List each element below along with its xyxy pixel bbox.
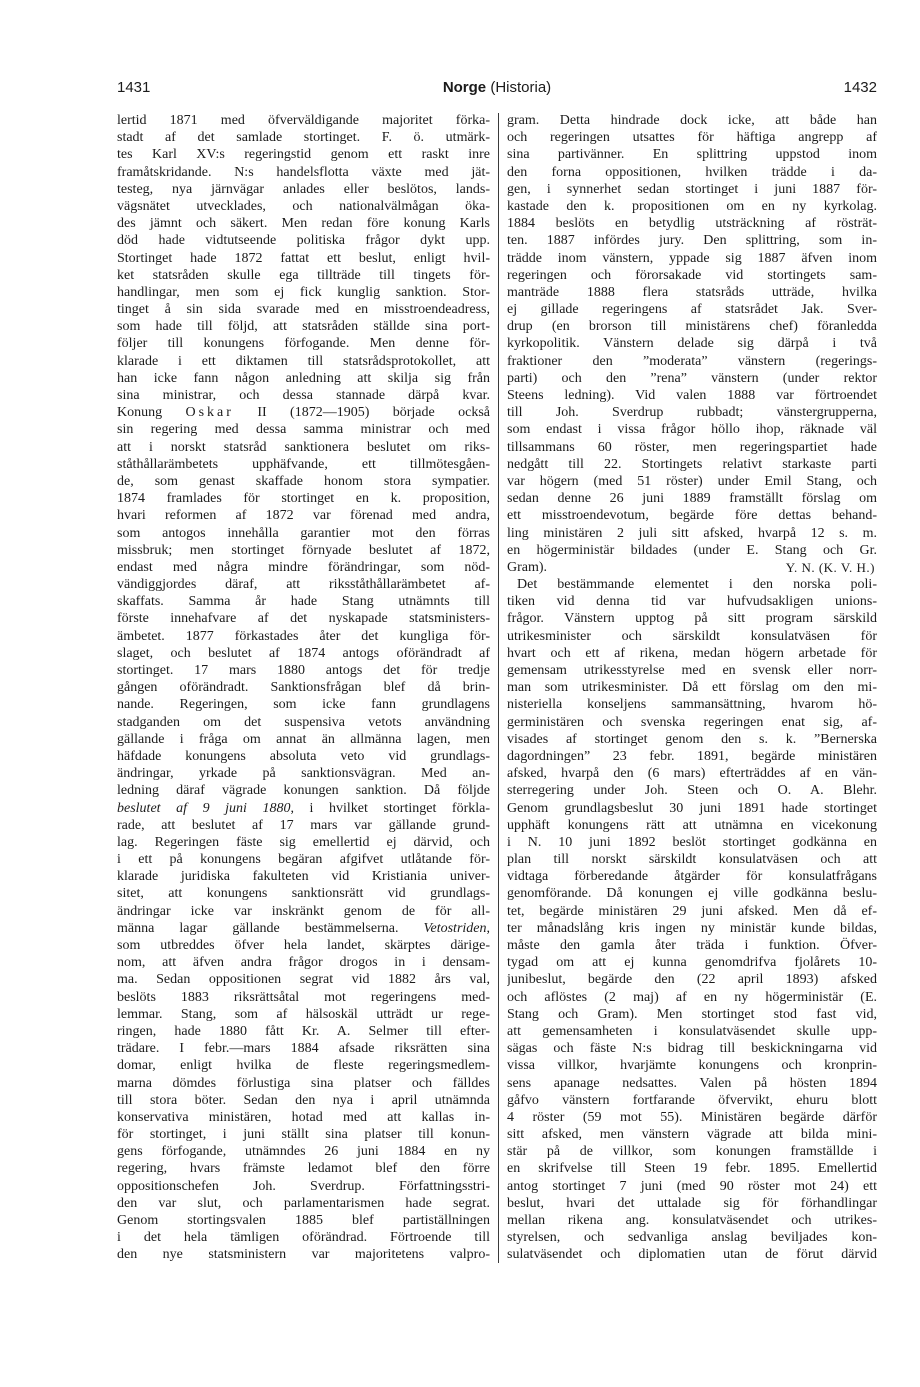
text-line: afsked, hvarpå den (6 mars) efterträddes af en vän- <box>507 766 877 782</box>
text-line: gram. Detta hindrade dock icke, att både han <box>507 113 877 128</box>
text-run: Gram). <box>507 559 548 575</box>
text-line: Genom grundlagsbeslut 30 juni 1891 hade stortinget <box>507 800 877 816</box>
page-title-section: (Historia) <box>490 79 552 96</box>
text-line: beslut, hvari det uttalade sig för förhandlingar <box>507 1195 877 1211</box>
text-line: ändringar, yrkade på sanktionsvägran. Med an- <box>117 766 490 782</box>
page-title-main: Norge <box>442 79 487 96</box>
text-line: styrelsen, och sedvanliga anslag beviljades kon- <box>507 1230 877 1246</box>
text-line: ett misstroendevotum, begärde före dettas behand- <box>507 508 877 524</box>
text-line: som hade till följd, att statsråden ställde sina port- <box>117 319 490 335</box>
text-line: ten. 1887 infördes jury. Den splittring, som in- <box>507 233 877 249</box>
text-line: tes Karl XV:s regeringstid genom ett raskt inre <box>117 147 490 163</box>
page-title <box>0 79 920 97</box>
text-line: regeringen och förorsakade vid stortingets sam- <box>507 267 877 283</box>
text-line: de, som genast skaffade honom stora sympatier. <box>117 473 490 489</box>
text-line: des jämnt och säkert. Men redan före konung Karls <box>117 216 490 232</box>
text-column-left <box>117 112 490 1264</box>
text-line: till stora böter. Sedan den nya i april utnämnda <box>117 1092 490 1108</box>
text-line: ämbetet. 1877 förkastades åter det kungliga för- <box>117 628 490 644</box>
text-line: skaffats. Samma år hade Stang utnämnts till <box>117 594 490 610</box>
text-run: , i hvilket stortinget förkla- <box>290 800 490 816</box>
text-line: nisteriella konseljens sammansättning, hvarom hö- <box>507 697 877 713</box>
text-line: hvari reformen af 1872 var förenad med andra, <box>117 508 490 524</box>
text-line: sulatväsendet och diplomatien utan de förut därvid <box>507 1247 877 1263</box>
text-line: missbruk; men stortinget förnyade beslutet af 1872, <box>117 542 490 558</box>
text-line: och aflöstes (2 maj) af en ny högerministär (E. <box>507 989 877 1005</box>
text-line <box>117 800 490 817</box>
text-line: den nye statsministern var majoritetens valpro- <box>117 1247 490 1263</box>
text-line: stär på de villkor, som konungen framställde i <box>507 1144 877 1160</box>
text-line: 1884 beslöts en betydlig utsträckning af rösträt- <box>507 216 877 232</box>
text-line: endast med några mindre förändringar, som nöd- <box>117 559 490 575</box>
text-line: vidtaga förberedande åtgärder för konsulatfrågans <box>507 869 877 885</box>
text-run: II (1872—1905) började också <box>233 405 490 421</box>
text-line: gällande i fråga om annat än allmänna lagen, men <box>117 731 490 747</box>
text-line: klarade i ett diktamen till statsrådsprotokollet, att <box>117 353 490 369</box>
text-line: framåtskridande. N:s handelsflotta växte med jät- <box>117 164 490 180</box>
text-line: ståthållarämbetets upphäfvande, ett tillmötesgåen- <box>117 456 490 472</box>
text-line: död hade vidtutseende politiska frågor dykt upp. <box>117 233 490 249</box>
text-line: sterregering under Joh. Steen och O. A. Blehr. <box>507 783 877 799</box>
text-line: att gemensamheten i konsulatväsendet skulle upp- <box>507 1023 877 1039</box>
text-line: domar, enligt hvilka de fleste regeringsmedlem- <box>117 1058 490 1074</box>
text-line: i N. 10 juni 1892 beslöt stortinget godkänna en <box>507 834 877 850</box>
text-line: i ett på konungens begäran afgifvet utlåtande för- <box>117 852 490 868</box>
spaced-name: Oskar <box>185 405 234 421</box>
text-line: genomförande. Då konungen ej ville godkänna beslu- <box>507 886 877 902</box>
text-line: regering, hvars främste ledamot blef den förre <box>117 1161 490 1177</box>
text-line: ma. Sedan oppositionen segrat vid 1882 års val, <box>117 972 490 988</box>
text-line: gemensam utrikesstyrelse med en svensk eller norr- <box>507 663 877 678</box>
text-line: visades af stortinget genom den s. k. ”Bernerska <box>507 731 877 747</box>
text-line: ledning däraf vägrade konungen sanktion. Då följde <box>117 783 490 799</box>
text-line: sitet, att konungens sanktionsrätt vid grundlags- <box>117 886 490 902</box>
text-line: sedan denne 26 juni 1889 framställt förslag om <box>507 491 877 507</box>
text-line: kastade den k. propositionen om en ny kyrkolag. <box>507 198 877 214</box>
text-line: slaget, och beslutet af 1874 antogs oförändradt af <box>117 645 490 661</box>
text-line: lag. Regeringen fäste sig emellertid ej därvid, och <box>117 834 490 850</box>
text-line: fraktioner den ”moderata” vänstern (regerings- <box>507 353 877 369</box>
text-line: sens apanage nedsattes. Valen på hösten 1894 <box>507 1075 877 1091</box>
text-line: vissa villkor, hvarjämte konungens och kronprin- <box>507 1058 877 1074</box>
text-line: Genom stortingsvalen 1885 blef partiställningen <box>117 1213 490 1228</box>
text-line: ket statsråden skulle ega tillträde till tingets för- <box>117 267 490 283</box>
text-line: klarade juridiska fakulteten vid Kristiania univer- <box>117 869 490 885</box>
text-line <box>117 404 490 421</box>
text-line: ringen, hade 1880 fått Kr. A. Selmer till efter- <box>117 1023 490 1039</box>
text-line: vägsnätet utvecklades, och nationalvälmågan öka- <box>117 198 490 214</box>
text-line: 4 röster (59 mot 55). Ministären begärde därför <box>507 1109 877 1125</box>
text-line: att i norskt statsråd sanktionera beslutet om riks- <box>117 439 490 455</box>
text-line <box>117 920 490 937</box>
text-line: förste innehafvare af det nyskapade statsministers- <box>117 611 490 627</box>
text-line: tet, begärde ministären 29 juni afsked. Men då ef- <box>507 903 877 919</box>
text-line: antog stortinget 7 juni (med 90 röster mot 24) ett <box>507 1178 877 1194</box>
text-line: stortinget. 17 mars 1880 antogs det för tredje <box>117 663 490 678</box>
text-line: som endast i vissa frågor höllo ihop, räknade väl <box>507 422 877 438</box>
text-line: sin regering med dessa samma ministrar och med <box>117 422 490 438</box>
text-line: vändiggjordes däraf, att riksståthållarämbetet af- <box>117 577 490 593</box>
text-line: nande. Regeringen, som icke fann grundlagens <box>117 697 490 713</box>
text-line: lertid 1871 med öfverväldigande majoritet förka- <box>117 113 490 128</box>
text-line: trädde inom vänstern, yppade sig 1887 äfven inom <box>507 250 877 266</box>
text-line: stadt af det samlade stortinget. F. ö. utmärk- <box>117 130 490 146</box>
text-line: en högerministär bildades (under E. Stang och Gr. <box>507 542 877 558</box>
text-line: Stang och Gram). Men stortinget stod fast vid, <box>507 1006 877 1022</box>
text-line: gen, i synnerhet sedan stortinget i juni 1887 för- <box>507 181 877 197</box>
text-line: tygad om att ej kunna genomdrifva fjolårets 10- <box>507 955 877 971</box>
text-line: ling ministären 2 juli sitt afsked, hvarpå 12 s. m. <box>507 525 877 541</box>
text-line: stadganden om det suspensiva vetots användning <box>117 714 490 730</box>
page-number-right: 1432 <box>843 79 877 96</box>
author-signature: Y. N. (K. V. H.) <box>785 559 875 575</box>
text-line: för stortinget, i juni ställt sina platser till konun- <box>117 1127 490 1143</box>
text-line: han icke fann någon anledning att skilja sig från <box>117 370 490 386</box>
text-line: måste den gamla åter träda i funktion. Öfver- <box>507 938 877 953</box>
text-line: Steens ledning). Vid valen 1888 var förtroendet <box>507 388 877 403</box>
text-line: ter månadslång kris ingen ny ministär kunde bildas, <box>507 920 877 936</box>
text-line: tiken vid denna tid var hufvudsakligen unions- <box>507 594 877 610</box>
text-column-right <box>507 112 877 1264</box>
text-line: sina partivänner. En splittring uppstod inom <box>507 147 877 163</box>
text-line: häfdade konungens absoluta veto vid grundlags- <box>117 748 490 764</box>
text-line: sina ministrar, och dessa stannade därpå kvar. <box>117 388 490 403</box>
text-line: kyrkopolitik. Vänstern delade sig därpå i två <box>507 336 877 352</box>
text-run: männa lagar gällande bestämmelserna. <box>117 920 424 936</box>
text-line: den forna oppositionen, hvilken trädde i da- <box>507 164 877 180</box>
text-line <box>507 559 877 576</box>
text-line: manträde 1888 flera statsråds utträde, hvilka <box>507 284 877 300</box>
text-line: marna dömdes förlustiga sina platser och fälldes <box>117 1075 490 1091</box>
text-line: trädare. I febr.—mars 1884 afsade riksrätten sina <box>117 1041 490 1057</box>
text-line: Stortinget hade 1872 fattat ett beslut, enligt hvil- <box>117 250 490 266</box>
text-line: den var slut, och parlamentarismen hade segrat. <box>117 1195 490 1211</box>
text-line: Det bestämmande elementet i den norska poli- <box>517 577 877 593</box>
text-line: tinget å sin sida svarade med en misstroendeadress, <box>117 302 490 318</box>
text-line: i det hela tämligen oförändrad. Förtroende till <box>117 1230 490 1246</box>
text-line: 1874 framlades för stortinget en k. proposition, <box>117 491 490 507</box>
emphasized-text: beslutet af 9 juni 1880 <box>117 800 291 816</box>
text-line: man som utrikesminister. Då ett förslag om den mi- <box>507 680 877 696</box>
text-line: frågor. Vänstern upptog på sitt program särskild <box>507 611 877 627</box>
text-line: ej gillade regeringens af statsrådet Jak. Sver- <box>507 302 877 318</box>
text-line: till Joh. Sverdrup rubbadt; vänstergrupperna, <box>507 405 877 421</box>
text-line: testeg, nya järnvägar anlades eller beslötos, lands- <box>117 181 490 197</box>
text-line: följer till konungens förfogande. Men denne för- <box>117 336 490 352</box>
text-line: var högern (med 51 röster) under Emil Stang, och <box>507 473 877 489</box>
text-line: sitt afsked, men vänstern vägrade att bilda mini- <box>507 1127 877 1143</box>
text-line: plan till norskt särskildt konsulatväsen och att <box>507 852 877 868</box>
text-line: gången oförändradt. Sanktionsfrågan blef då brin- <box>117 680 490 696</box>
text-line: lemmar. Stang, som af hälsoskäl utträdt ur rege- <box>117 1006 490 1022</box>
text-line: som utbreddes öfver hela landet, skärptes därige- <box>117 938 490 953</box>
text-line: gens förfogande, utnämndes 26 juni 1884 en ny <box>117 1144 490 1160</box>
text-line: nedgått till 22. Stortingets relativt starkaste parti <box>507 456 877 472</box>
text-line: hvart och ett af rikena, medan högern arbetade för <box>507 645 877 661</box>
text-line: mellan rikena ang. konsulatväsendet och utrikes- <box>507 1213 877 1228</box>
text-line: konservativa ministären, hotad med att kallas in- <box>117 1109 490 1125</box>
emphasized-text: Vetostriden <box>423 920 487 936</box>
text-line: gerministären och svenska regeringen enat sig, af- <box>507 714 877 730</box>
text-line: gåfvo vänstern fortfarande öfvervikt, ehuru blott <box>507 1092 877 1108</box>
column-divider <box>498 113 499 1263</box>
text-line: handlingar, men som ej fick kunglig sanktion. Stor- <box>117 284 490 300</box>
text-line: junibeslut, begärde den (22 april 1893) afsked <box>507 972 877 988</box>
text-line: ändringar icke var inskränkt genom de för all- <box>117 903 490 919</box>
text-line: drup (en brorson till ministärens chef) föranledda <box>507 319 877 335</box>
text-line: dagordningen” 23 febr. 1891, begärde ministären <box>507 748 877 764</box>
text-line: tillsammans 60 röster, men regeringspartiet hade <box>507 439 877 455</box>
text-line: sägas och fäste N:s bidrag till beskickningarna vid <box>507 1041 877 1057</box>
text-line: nom, att äfven andra frågor drogos in i densam- <box>117 955 490 971</box>
text-line: oppositionschefen Joh. Sverdrup. Författningsstri- <box>117 1178 490 1194</box>
text-line: parti) och den ”rena” vänstern (under rektor <box>507 370 877 386</box>
text-line: rade, att beslutet af 17 mars var gällande grund- <box>117 817 490 833</box>
text-line: upphäft konungens rätt att utnämna en vicekonung <box>507 817 877 833</box>
text-line: som antogos innehålla garantier mot den förras <box>117 525 490 541</box>
text-line: en skrifvelse till Steen 19 febr. 1895. Emellertid <box>507 1161 877 1177</box>
text-run: , <box>486 920 490 936</box>
text-line: och regeringen utsattes för häftiga angrepp af <box>507 130 877 146</box>
text-line: beslöts 1883 riksrättsåtal mot regeringens med- <box>117 989 490 1005</box>
text-line: utrikesminister och särskildt konsulatväsen för <box>507 628 877 644</box>
page-number-left: 1431 <box>117 79 151 96</box>
text-run: Konung <box>117 405 186 421</box>
